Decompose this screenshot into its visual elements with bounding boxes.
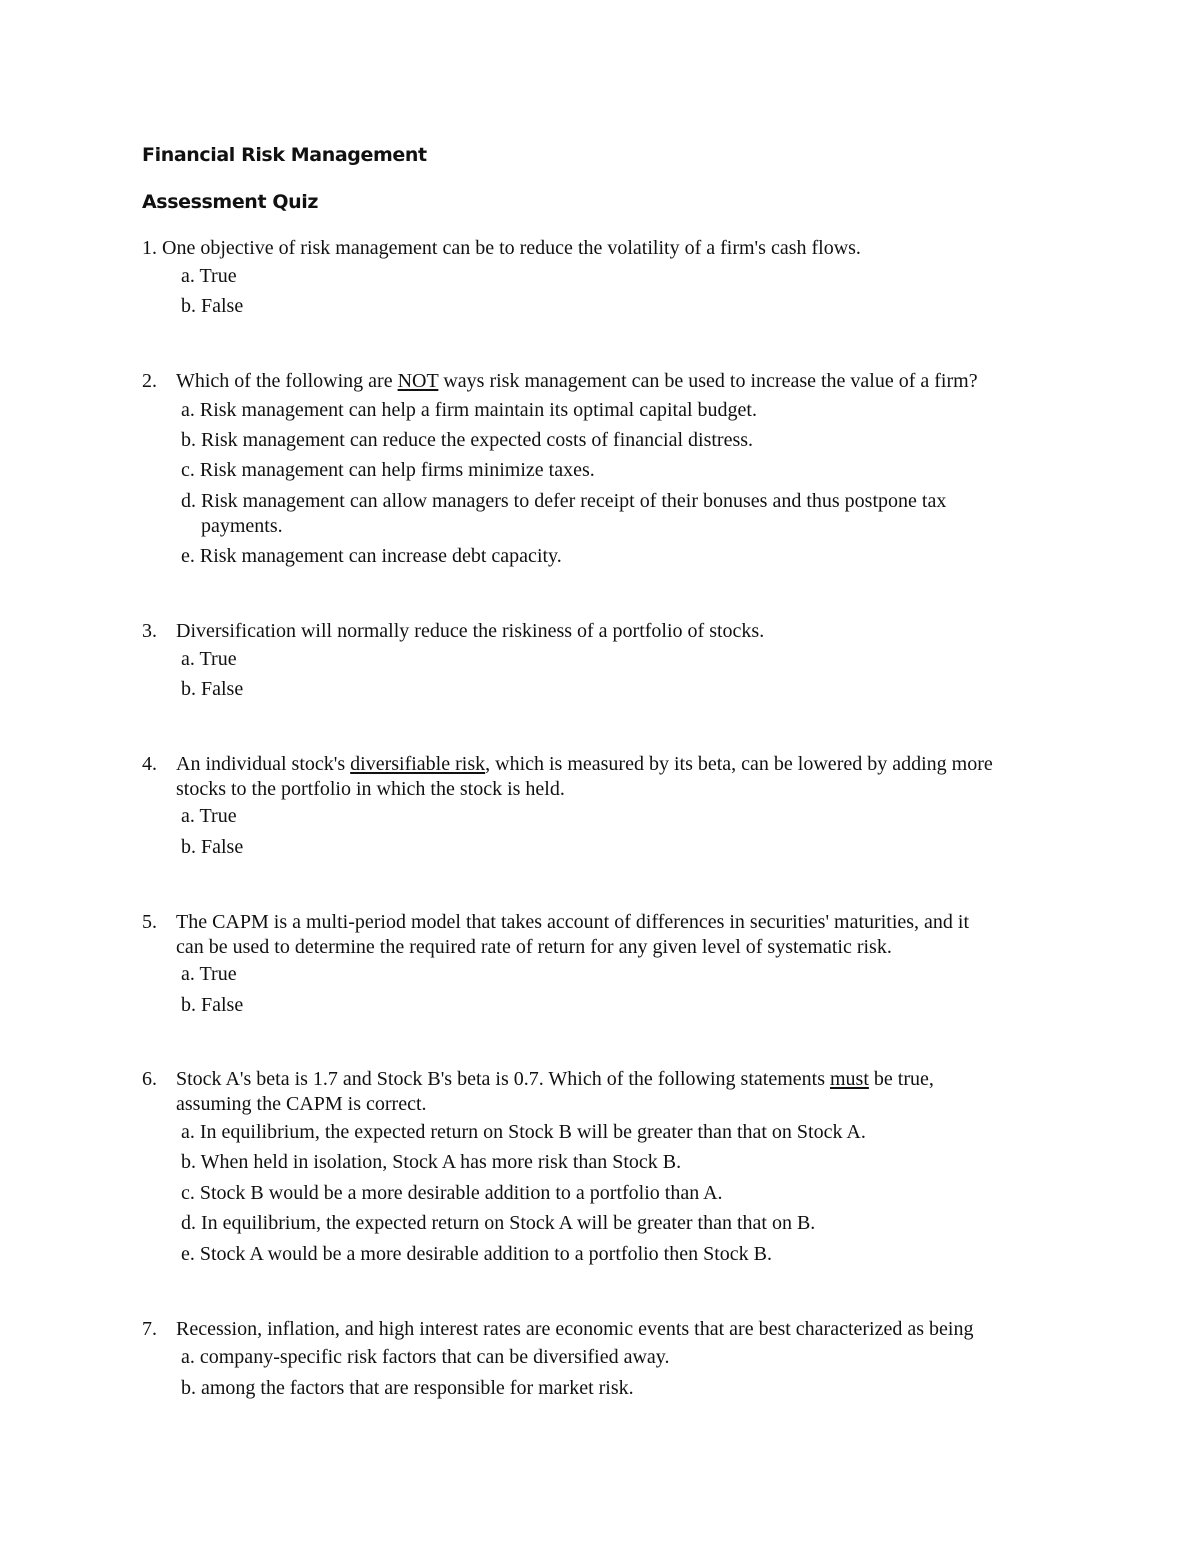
question-text	[176, 751, 993, 777]
answer-option-a: a. True	[181, 265, 237, 287]
question-text: Diversification will normally reduce the riskiness of a portfolio of stocks.	[176, 620, 765, 642]
answer-option-d: d. Risk management can allow managers to defer receipt of their bonuses and thus postpone tax	[181, 490, 947, 512]
question-text-continuation: assuming the CAPM is correct.	[176, 1093, 427, 1115]
answer-option-a: a. True	[181, 805, 237, 827]
answer-option-a: a. company-specific risk factors that can be diversified away.	[181, 1346, 670, 1368]
question-text-part: Stock A's beta is 1.7 and Stock B's beta is 0.7. Which of the following statements	[176, 1068, 830, 1090]
answer-option-d-continuation: payments.	[201, 515, 283, 537]
answer-option-b: b. False	[181, 295, 244, 317]
question-text	[176, 1066, 934, 1092]
answer-option-b: b. False	[181, 678, 244, 700]
question-number: 1.	[142, 237, 157, 259]
answer-option-b: b. False	[181, 994, 244, 1016]
answer-option-e: e. Stock A would be a more desirable addition to a portfolio then Stock B.	[181, 1243, 773, 1265]
question-text-continuation: can be used to determine the required rate of return for any given level of systematic risk.	[176, 936, 892, 958]
answer-option-a: a. Risk management can help a firm maintain its optimal capital budget.	[181, 399, 757, 421]
question-text-part: , which is measured by its beta, can be lowered by adding more	[485, 753, 993, 775]
question-text: The CAPM is a multi-period model that takes account of differences in securities' maturities, and it	[176, 911, 970, 933]
emphasis-must: must	[829, 1068, 869, 1090]
question-text: Recession, inflation, and high interest rates are economic events that are best characterized as being	[176, 1318, 974, 1340]
question-number: 7.	[142, 1318, 157, 1340]
question-number: 6.	[142, 1068, 157, 1090]
answer-option-b: b. When held in isolation, Stock A has more risk than Stock B.	[181, 1151, 682, 1173]
question-text-part: An individual stock's	[176, 753, 351, 775]
answer-option-b: b. Risk management can reduce the expected costs of financial distress.	[181, 429, 754, 451]
answer-option-d: d. In equilibrium, the expected return on Stock A will be greater than that on B.	[181, 1212, 816, 1234]
question-number: 2.	[142, 370, 157, 392]
answer-option-a: a. True	[181, 963, 237, 985]
document-title: Financial Risk Management	[142, 144, 427, 166]
answer-option-c: c. Risk management can help firms minimize taxes.	[181, 459, 595, 481]
question-text-continuation: stocks to the portfolio in which the stock is held.	[176, 778, 565, 800]
emphasis-diversifiable-risk: diversifiable risk	[350, 753, 486, 775]
question-number: 5.	[142, 911, 157, 933]
question-text-part: ways risk management can be used to increase the value of a firm?	[438, 370, 978, 392]
question-text-part: Which of the following are	[176, 370, 398, 392]
answer-option-a: a. True	[181, 648, 237, 670]
answer-option-a: a. In equilibrium, the expected return on Stock B will be greater than that on Stock A.	[181, 1121, 866, 1143]
answer-option-b: b. False	[181, 836, 244, 858]
question-number: 3.	[142, 620, 157, 642]
question-text	[176, 368, 978, 394]
question-body: One objective of risk management can be to reduce the volatility of a firm's cash flows.	[162, 237, 861, 259]
question-number: 4.	[142, 753, 157, 775]
question-text-part: be true,	[868, 1068, 934, 1090]
answer-option-c: c. Stock B would be a more desirable addition to a portfolio than A.	[181, 1182, 723, 1204]
document-subtitle: Assessment Quiz	[142, 191, 318, 213]
question-text	[142, 235, 861, 261]
answer-option-e: e. Risk management can increase debt capacity.	[181, 545, 562, 567]
emphasis-not: NOT	[397, 370, 439, 392]
answer-option-b: b. among the factors that are responsible for market risk.	[181, 1377, 634, 1399]
